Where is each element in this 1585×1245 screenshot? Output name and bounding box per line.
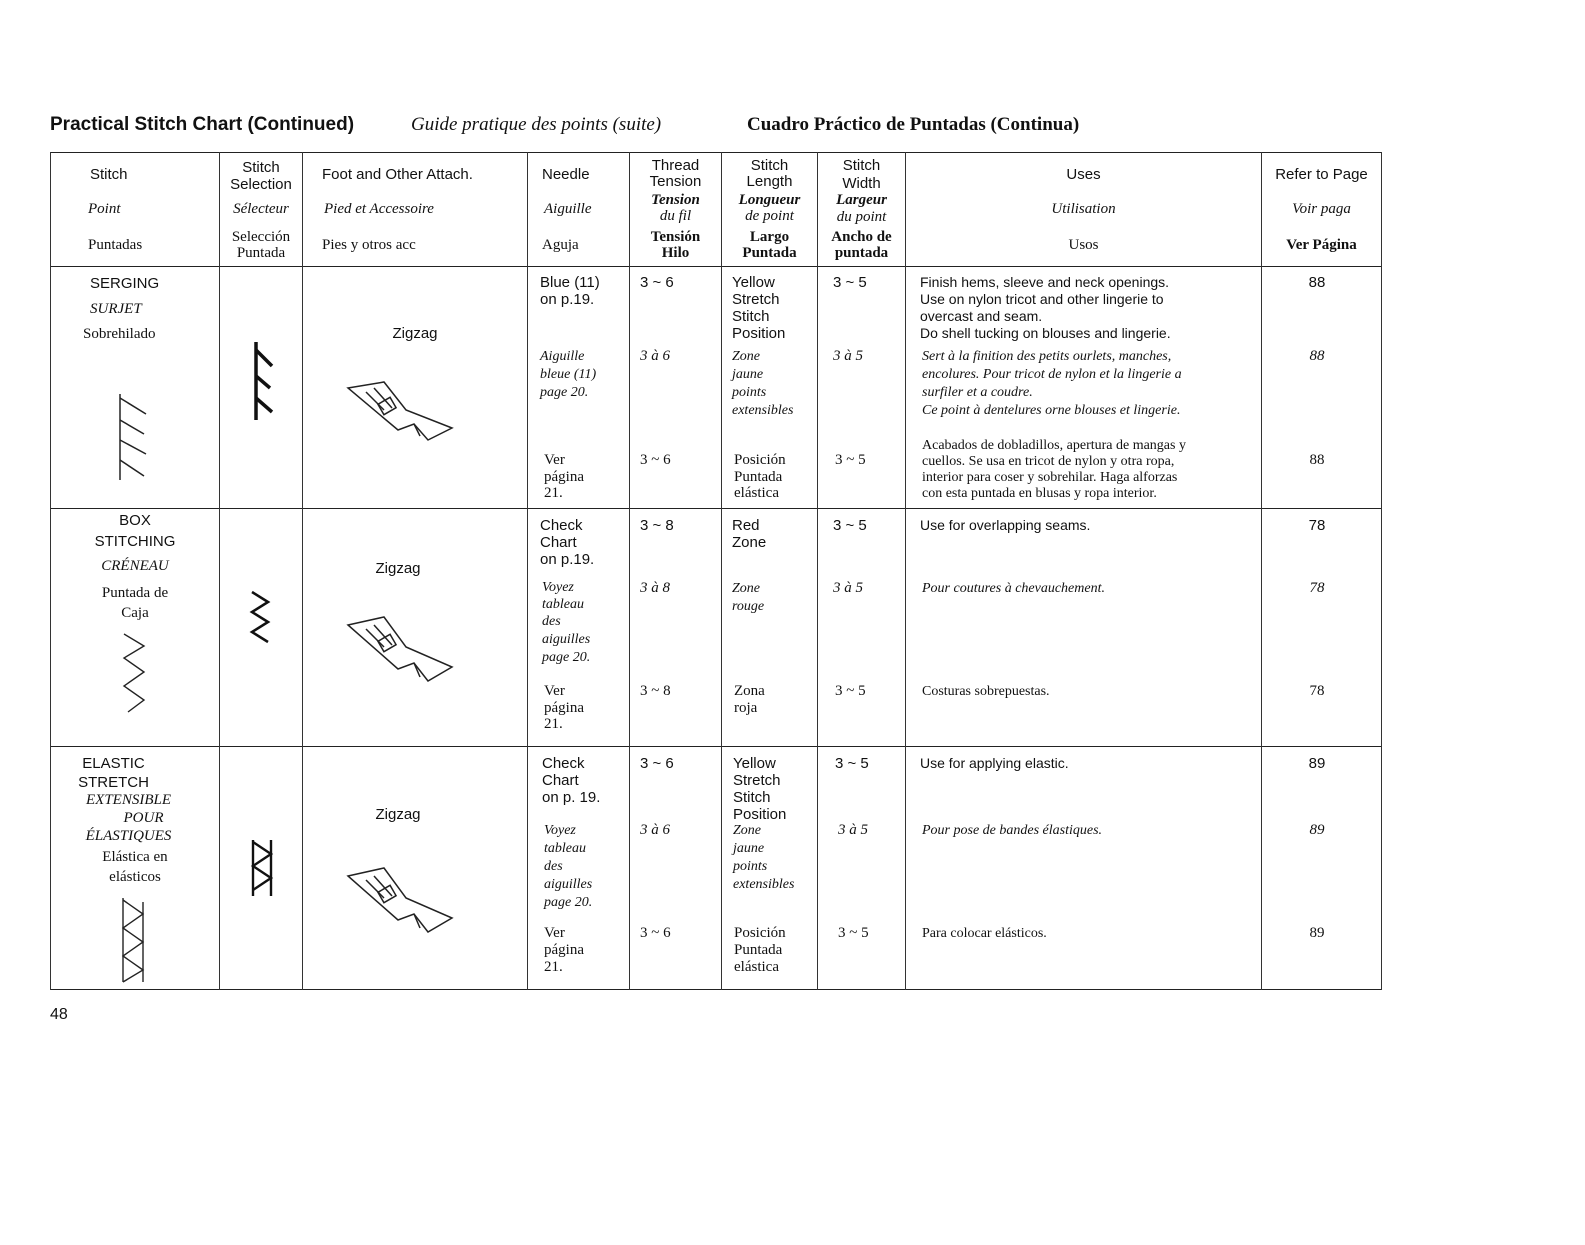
row2-width-es: 3 ~ 5 [835, 683, 866, 699]
row2-needle-fr-2: tableau [542, 597, 584, 612]
row2-length-fr-2: rouge [732, 599, 765, 614]
row3-needle-fr-4: aiguilles [544, 877, 593, 892]
header-stitch-fr: Point [88, 201, 121, 217]
box-stitch-icon [118, 632, 152, 716]
row3-stitch-fr-2: POUR [123, 810, 164, 826]
header-width-fr-1: Largeur [836, 192, 887, 208]
row3-length-en-2: Stretch [733, 772, 781, 789]
row2-length-es-2: roja [734, 700, 758, 716]
row1-needle-fr-1: Aiguille [540, 349, 585, 364]
row1-length-es-1: Posición [734, 452, 786, 468]
row1-needle-es-2: página [544, 469, 584, 485]
header-tension-es-2: Hilo [661, 245, 690, 261]
header-foot-es: Pies y otros acc [322, 237, 416, 253]
header-width-es-1: Ancho de [831, 229, 892, 245]
header-length-en-2: Length [746, 173, 793, 190]
table-bottom-border [50, 989, 1381, 990]
row3-foot: Zigzag [375, 806, 421, 823]
presser-foot-icon [344, 380, 456, 444]
header-tension-en-2: Tension [649, 173, 702, 190]
row3-needle-fr-3: des [544, 859, 563, 874]
row3-needle-fr-1: Voyez [544, 823, 576, 838]
row3-length-en-3: Stitch [733, 789, 771, 806]
row2-length-fr-1: Zone [732, 581, 760, 596]
row2-page-en: 78 [1308, 517, 1326, 534]
row1-uses-en-3: overcast and seam. [920, 308, 1043, 324]
row2-page-fr: 78 [1309, 580, 1325, 596]
header-width-en-2: Width [842, 175, 881, 192]
row3-uses-es: Para colocar elásticos. [922, 926, 1047, 941]
row2-stitch-es-2: Caja [121, 605, 149, 621]
column-divider [527, 152, 528, 990]
row2-needle-fr-3: des [542, 614, 561, 629]
row1-page-es: 88 [1309, 452, 1325, 468]
header-width-es-2: puntada [834, 245, 889, 261]
row2-page-es: 78 [1309, 683, 1325, 699]
row1-uses-en-4: Do shell tucking on blouses and lingerie. [920, 325, 1171, 341]
row3-needle-fr-2: tableau [544, 841, 586, 856]
row3-stitch-es-2: elásticos [109, 869, 161, 885]
header-selection-en-1: Stitch [242, 159, 280, 176]
title-english: Practical Stitch Chart (Continued) [50, 114, 355, 135]
row-divider [50, 746, 1381, 747]
header-page-en: Refer to Page [1275, 166, 1368, 183]
row1-length-fr-2: jaune [732, 367, 764, 382]
row1-foot: Zigzag [392, 325, 438, 342]
header-foot-en: Foot and Other Attach. [322, 166, 473, 183]
row3-length-fr-2: jaune [733, 841, 765, 856]
row1-needle-en-2: on p.19. [540, 291, 595, 308]
row1-uses-fr-3: surfiler et a coudre. [922, 385, 1033, 400]
header-selection-en-2: Selection [230, 176, 292, 193]
header-selection-es-1: Selección [231, 229, 291, 245]
row2-foot: Zigzag [375, 560, 421, 577]
row1-needle-en-1: Blue (11) [540, 274, 600, 291]
row1-length-fr-3: points [732, 385, 767, 400]
row2-uses-fr: Pour coutures à chevauchement. [922, 581, 1105, 596]
elastic-stitch-icon [118, 896, 148, 984]
header-length-es-1: Largo [749, 229, 790, 245]
row3-width-es: 3 ~ 5 [838, 925, 869, 941]
row1-length-en-2: Stretch [732, 291, 780, 308]
table-top-border [50, 152, 1381, 153]
header-length-es-2: Puntada [742, 245, 797, 261]
row2-needle-en-2: Chart [540, 534, 577, 551]
row2-stitch-fr: CRÉNEAU [101, 558, 169, 574]
row2-needle-en-3: on p.19. [540, 551, 595, 568]
row3-length-en-1: Yellow [733, 755, 776, 772]
column-divider [219, 152, 220, 990]
row2-needle-es-2: página [544, 700, 584, 716]
row3-needle-en-2: Chart [542, 772, 579, 789]
header-tension-en-1: Thread [651, 157, 700, 174]
row2-needle-fr-5: page 20. [542, 650, 591, 665]
presser-foot-icon [344, 615, 456, 685]
header-tension-fr-1: Tension [651, 192, 700, 208]
row1-uses-fr-4: Ce point à dentelures orne blouses et lingerie. [922, 403, 1181, 418]
row1-uses-es-3: interior para coser y sobrehilar. Haga alforzas [922, 470, 1178, 485]
row1-uses-en-1: Finish hems, sleeve and neck openings. [920, 274, 1170, 290]
row1-needle-fr-3: page 20. [540, 385, 589, 400]
header-length-en-1: Stitch [750, 157, 789, 174]
row1-uses-fr-1: Sert à la finition des petits ourlets, manches, [922, 349, 1172, 364]
row1-length-en-3: Stitch [732, 308, 770, 325]
row1-needle-fr-2: bleue (11) [540, 367, 597, 382]
serging-stitch-icon [108, 392, 158, 484]
row3-width-en: 3 ~ 5 [835, 755, 869, 772]
header-uses-es: Usos [1068, 237, 1099, 253]
header-length-fr-1: Longueur [738, 192, 801, 208]
row3-uses-fr: Pour pose de bandes élastiques. [922, 823, 1103, 838]
row1-stitch-fr: SURJET [90, 301, 142, 317]
row2-stitch-en-2: STITCHING [94, 533, 176, 550]
row3-stitch-fr-3: ÉLASTIQUES [85, 828, 172, 844]
row3-tension-es: 3 ~ 6 [640, 925, 671, 941]
row2-needle-en-1: Check [540, 517, 583, 534]
row3-page-en: 89 [1308, 755, 1326, 772]
header-uses-en: Uses [1066, 166, 1101, 183]
row1-page-fr: 88 [1309, 348, 1325, 364]
row2-tension-fr: 3 à 8 [640, 580, 670, 596]
header-needle-fr: Aiguille [544, 201, 592, 217]
row2-length-en-2: Zone [732, 534, 767, 551]
box-selector-icon [248, 588, 274, 648]
row3-needle-es-3: 21. [544, 959, 563, 975]
header-tension-es-1: Tensión [650, 229, 701, 245]
row1-uses-fr-2: encolures. Pour tricot de nylon et la lingerie a [922, 367, 1182, 382]
row1-tension-es: 3 ~ 6 [640, 452, 671, 468]
row3-width-fr: 3 à 5 [838, 822, 868, 838]
row1-length-en-4: Position [732, 325, 786, 342]
row2-uses-es: Costuras sobrepuestas. [922, 684, 1050, 699]
row3-needle-es-2: página [544, 942, 584, 958]
header-uses-fr: Utilisation [1051, 201, 1116, 217]
row1-width-fr: 3 à 5 [833, 348, 863, 364]
row2-stitch-en-1: BOX [119, 512, 151, 529]
row3-tension-en: 3 ~ 6 [640, 755, 674, 772]
row3-tension-fr: 3 à 6 [640, 822, 670, 838]
row1-length-en-1: Yellow [732, 274, 775, 291]
row2-tension-en: 3 ~ 8 [640, 517, 674, 534]
header-selection-es-2: Puntada [236, 245, 286, 261]
row3-length-es-3: elástica [734, 959, 779, 975]
row3-length-es-1: Posición [734, 925, 786, 941]
header-width-en-1: Stitch [842, 157, 881, 174]
row3-stitch-es-1: Elástica en [102, 849, 168, 865]
row3-needle-en-3: on p. 19. [542, 789, 601, 806]
row3-page-es: 89 [1309, 925, 1325, 941]
column-divider [629, 152, 630, 990]
header-stitch-es: Puntadas [88, 237, 143, 253]
row2-stitch-es-1: Puntada de [101, 585, 169, 601]
row2-width-en: 3 ~ 5 [833, 517, 867, 534]
presser-foot-icon [344, 866, 456, 936]
row1-tension-fr: 3 à 6 [640, 348, 670, 364]
row1-uses-es-2: cuellos. Se usa en tricot de nylon y otra ropa, [922, 454, 1175, 469]
header-length-fr-2: de point [745, 208, 794, 224]
row1-uses-es-4: con esta puntada en blusas y ropa interior. [922, 486, 1157, 501]
title-spanish: Cuadro Práctico de Puntadas (Continua) [747, 114, 1080, 135]
header-needle-en: Needle [542, 166, 590, 183]
row3-uses-en: Use for applying elastic. [920, 755, 1069, 771]
header-needle-es: Aguja [542, 237, 579, 253]
title-french: Guide pratique des points (suite) [411, 114, 662, 135]
row2-needle-fr-1: Voyez [542, 580, 574, 595]
header-tension-fr-2: du fil [659, 208, 692, 224]
row1-stitch-es: Sobrehilado [83, 326, 156, 342]
row3-stitch-en-1: ELASTIC [82, 755, 145, 772]
row2-tension-es: 3 ~ 8 [640, 683, 671, 699]
header-stitch-en: Stitch [90, 166, 128, 183]
row2-length-en-1: Red [732, 517, 760, 534]
row2-length-es-1: Zona [734, 683, 765, 699]
row1-length-es-2: Puntada [734, 469, 783, 485]
row1-stitch-en: SERGING [90, 275, 160, 292]
row1-needle-es-3: 21. [544, 485, 563, 501]
row1-length-es-3: elástica [734, 485, 779, 501]
row3-length-fr-3: points [733, 859, 768, 874]
row1-length-fr-4: extensibles [732, 403, 794, 418]
row2-needle-es-1: Ver [544, 683, 565, 699]
row3-stitch-fr-1: EXTENSIBLE [86, 792, 171, 808]
row2-uses-en: Use for overlapping seams. [920, 517, 1091, 533]
serging-selector-icon [246, 340, 278, 422]
header-foot-fr: Pied et Accessoire [324, 201, 434, 217]
row3-needle-en-1: Check [542, 755, 585, 772]
row3-needle-fr-5: page 20. [544, 895, 593, 910]
row2-needle-es-3: 21. [544, 716, 563, 732]
header-page-es: Ver Página [1286, 237, 1357, 253]
row3-length-fr-4: extensibles [733, 877, 795, 892]
row1-width-en: 3 ~ 5 [833, 274, 867, 291]
row1-needle-es-1: Ver [544, 452, 565, 468]
row3-page-fr: 89 [1309, 822, 1325, 838]
row1-width-es: 3 ~ 5 [835, 452, 866, 468]
row1-uses-es-1: Acabados de dobladillos, apertura de mangas y [922, 438, 1186, 453]
row3-length-fr-1: Zone [733, 823, 761, 838]
row3-length-es-2: Puntada [734, 942, 783, 958]
header-bottom-border [50, 266, 1381, 267]
row-divider [50, 508, 1381, 509]
row1-page-en: 88 [1308, 274, 1326, 291]
header-selection-fr: Sélecteur [233, 201, 289, 217]
column-divider [721, 152, 722, 990]
elastic-selector-icon [250, 838, 274, 898]
header-width-fr-2: du point [836, 209, 887, 225]
column-divider [905, 152, 906, 990]
column-divider [817, 152, 818, 990]
row1-length-fr-1: Zone [732, 349, 760, 364]
row2-width-fr: 3 à 5 [833, 580, 863, 596]
row1-tension-en: 3 ~ 6 [640, 274, 674, 291]
row3-needle-es-1: Ver [544, 925, 565, 941]
column-divider [1381, 152, 1382, 990]
row2-needle-fr-4: aiguilles [542, 632, 591, 647]
header-page-fr: Voir paga [1292, 201, 1351, 217]
page-number: 48 [50, 1006, 68, 1023]
row1-uses-en-2: Use on nylon tricot and other lingerie to [920, 291, 1164, 307]
row3-length-en-4: Position [733, 806, 787, 823]
row3-stitch-en-2: STRETCH [78, 774, 149, 791]
